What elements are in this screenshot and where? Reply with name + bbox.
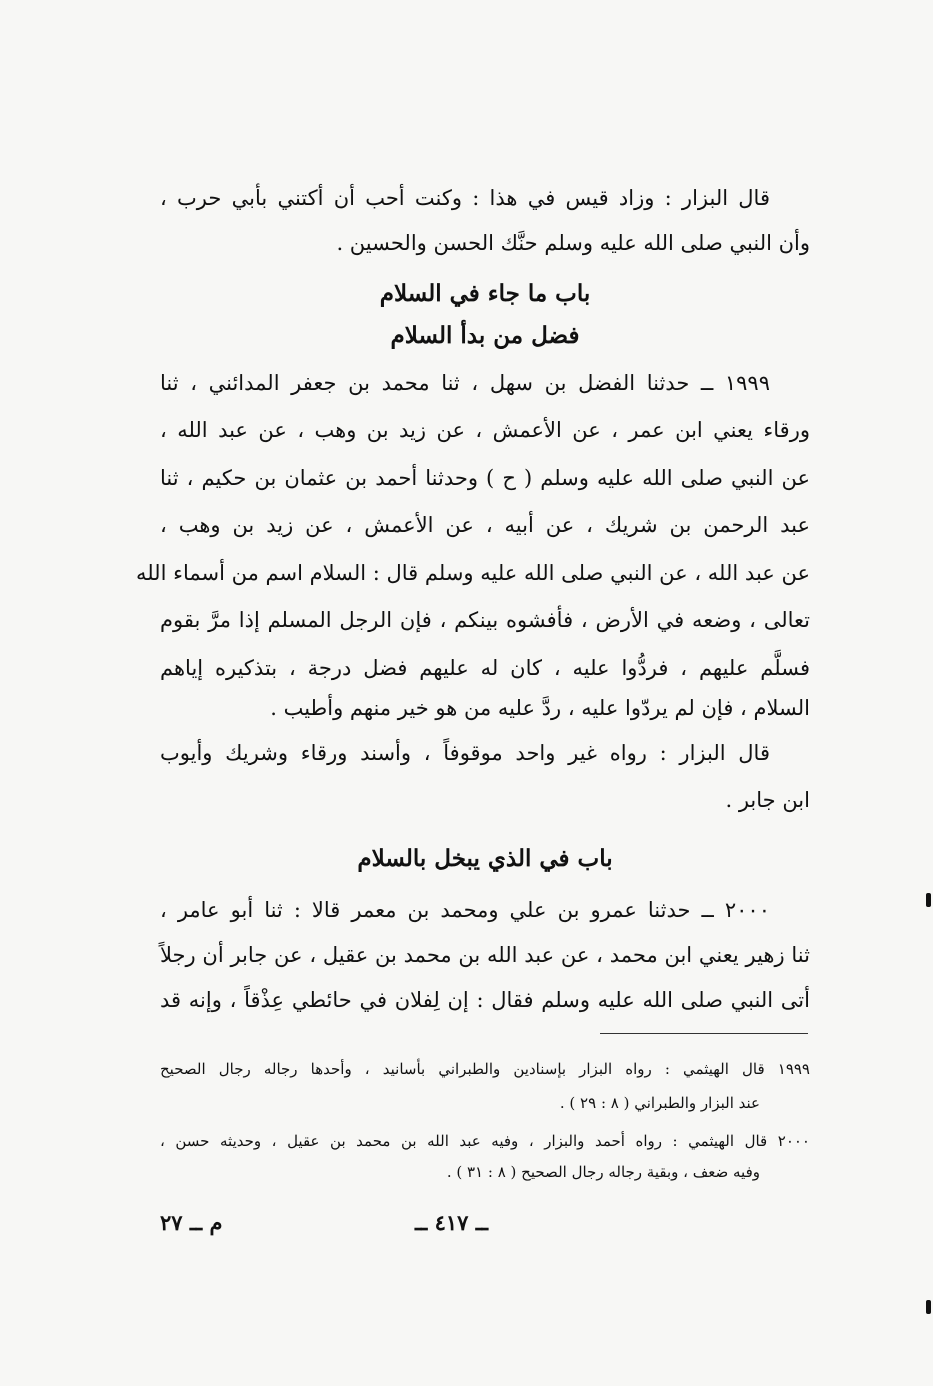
scan-edge-mark (926, 893, 931, 907)
hadith-1999-line-5: عن عبد الله ، عن النبي صلى الله عليه وسلم قال : السلام اسم من أسماء الله (135, 561, 810, 585)
signature-mark: م ــ ٢٧ (160, 1210, 223, 1235)
section-heading: فضل من بدأ السلام (390, 322, 580, 349)
hadith-2000-line-1: ٢٠٠٠ ــ حدثنا عمرو بن علي ومحمد بن معمر قالا : ثنا أبو عامر ، (160, 898, 770, 922)
footnote-1999-line-2: عند البزار والطبراني ( ٨ : ٢٩ ) . (559, 1094, 760, 1112)
hadith-1999-line-1: ١٩٩٩ ــ حدثنا الفضل بن سهل ، ثنا محمد بن جعفر المدائني ، ثنا (160, 371, 770, 395)
intro-line-1: قال البزار : وزاد قيس في هذا : وكنت أحب أن أكتني بأبي حرب ، (160, 186, 770, 210)
book-page (135, 0, 810, 1386)
page-number: ــ ٤١٧ ــ (415, 1210, 489, 1235)
comment-1999-line-1: قال البزار : رواه غير واحد موقوفاً ، وأسند ورقاء وشريك وأيوب (160, 741, 770, 765)
hadith-1999-line-8: السلام ، فإن لم يردّوا عليه ، ردَّ عليه من هو خير منهم وأطيب . (270, 696, 810, 720)
footnote-2000-line-2: وفيه ضعف ، وبقية رجاله رجال الصحيح ( ٨ : ٣١ ) . (446, 1163, 760, 1181)
hadith-2000-line-3: أتى النبي صلى الله عليه وسلم فقال : إن لِفلان في حائطي عِذْقاً ، وإنه قد (160, 988, 810, 1012)
hadith-1999-line-7: فسلَّم عليهم ، فردُّوا عليه ، كان له عليهم فضل درجة ، بتذكيره إياهم (160, 656, 810, 680)
chapter-heading: باب ما جاء في السلام (379, 280, 591, 307)
chapter-heading-stingy: باب في الذي يبخل بالسلام (357, 845, 613, 872)
hadith-1999-line-6: تعالى ، وضعه في الأرض ، فأفشوه بينكم ، فإن الرجل المسلم إذا مرَّ بقوم (160, 608, 810, 632)
comment-1999-line-2: ابن جابر . (725, 788, 810, 812)
hadith-1999-line-2: ورقاء يعني ابن عمر ، عن الأعمش ، عن زيد بن وهب ، عن عبد الله ، (160, 418, 810, 442)
footnote-1999-line-1: ١٩٩٩ قال الهيثمي : رواه البزار بإسنادين والطبراني بأسانيد ، وأحدها رجاله رجال الصحيح (160, 1060, 810, 1078)
footnote-separator (600, 1033, 808, 1034)
intro-line-2: وأن النبي صلى الله عليه وسلم حنَّك الحسن والحسين . (336, 231, 810, 255)
hadith-2000-line-2: ثنا زهير يعني ابن محمد ، عن عبد الله بن محمد بن عقيل ، عن جابر أن رجلاً (160, 943, 810, 967)
scan-edge-mark (926, 1300, 931, 1314)
hadith-1999-line-4: عبد الرحمن بن شريك ، عن أبيه ، عن الأعمش ، عن زيد بن وهب ، (160, 513, 810, 537)
footnote-2000-line-1: ٢٠٠٠ قال الهيثمي : رواه أحمد والبزار ، وفيه عبد الله بن محمد بن عقيل ، وحديثه حسن ، (160, 1132, 810, 1150)
hadith-1999-line-3: عن النبي صلى الله عليه وسلم ( ح ) وحدثنا أحمد بن عثمان بن حكيم ، ثنا (160, 466, 810, 490)
